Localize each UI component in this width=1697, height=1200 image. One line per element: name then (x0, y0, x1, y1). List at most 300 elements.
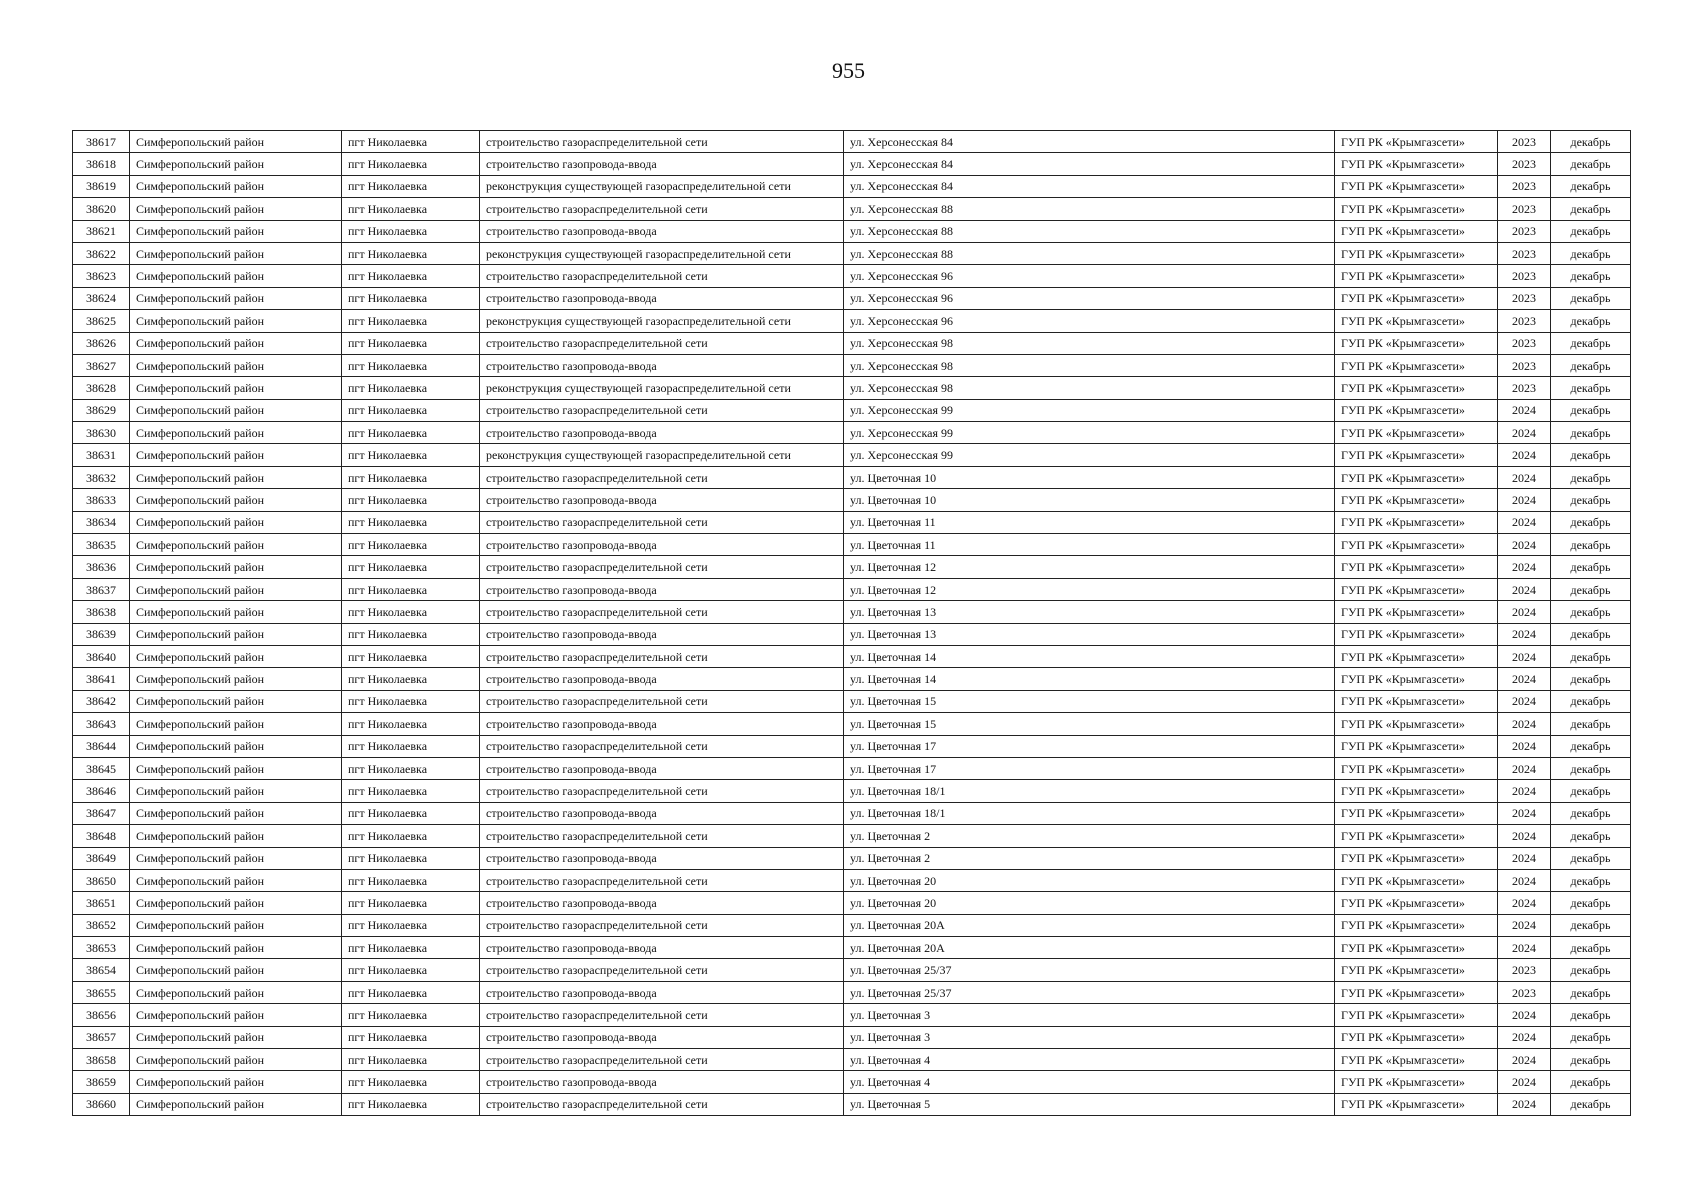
row-number-cell: 38658 (73, 1049, 130, 1071)
month-cell: декабрь (1551, 668, 1631, 690)
year-cell: 2023 (1498, 377, 1551, 399)
year-cell: 2023 (1498, 242, 1551, 264)
table-row (73, 847, 1631, 869)
contractor-cell: ГУП РК «Крымгазсети» (1335, 757, 1498, 779)
work-type-cell: строительство газораспределительной сети (480, 131, 844, 153)
year-cell: 2024 (1498, 668, 1551, 690)
month-cell: декабрь (1551, 265, 1631, 287)
address-cell: ул. Херсонесская 84 (844, 131, 1335, 153)
year-cell: 2024 (1498, 489, 1551, 511)
contractor-cell: ГУП РК «Крымгазсети» (1335, 310, 1498, 332)
contractor-cell: ГУП РК «Крымгазсети» (1335, 1071, 1498, 1093)
row-number-cell: 38643 (73, 713, 130, 735)
table-row (73, 981, 1631, 1003)
work-type-cell: строительство газораспределительной сети (480, 780, 844, 802)
district-cell: Симферопольский район (130, 310, 342, 332)
year-cell: 2024 (1498, 534, 1551, 556)
contractor-cell: ГУП РК «Крымгазсети» (1335, 332, 1498, 354)
table-row (73, 332, 1631, 354)
month-cell: декабрь (1551, 175, 1631, 197)
table-row (73, 802, 1631, 824)
table-row (73, 735, 1631, 757)
row-number-cell: 38641 (73, 668, 130, 690)
row-number-cell: 38646 (73, 780, 130, 802)
settlement-cell: пгт Николаевка (342, 556, 480, 578)
settlement-cell: пгт Николаевка (342, 645, 480, 667)
month-cell: декабрь (1551, 937, 1631, 959)
year-cell: 2023 (1498, 287, 1551, 309)
table-row (73, 713, 1631, 735)
district-cell: Симферопольский район (130, 220, 342, 242)
work-type-cell: строительство газораспределительной сети (480, 601, 844, 623)
contractor-cell: ГУП РК «Крымгазсети» (1335, 1049, 1498, 1071)
row-number-cell: 38636 (73, 556, 130, 578)
year-cell: 2024 (1498, 802, 1551, 824)
work-type-cell: строительство газопровода-ввода (480, 892, 844, 914)
table-row (73, 242, 1631, 264)
year-cell: 2023 (1498, 153, 1551, 175)
settlement-cell: пгт Николаевка (342, 511, 480, 533)
contractor-cell: ГУП РК «Крымгазсети» (1335, 690, 1498, 712)
table-row (73, 1093, 1631, 1115)
settlement-cell: пгт Николаевка (342, 623, 480, 645)
month-cell: декабрь (1551, 444, 1631, 466)
work-type-cell: строительство газораспределительной сети (480, 399, 844, 421)
work-type-cell: реконструкция существующей газораспределительной сети (480, 377, 844, 399)
year-cell: 2023 (1498, 220, 1551, 242)
year-cell: 2024 (1498, 623, 1551, 645)
row-number-cell: 38626 (73, 332, 130, 354)
work-type-cell: строительство газопровода-ввода (480, 422, 844, 444)
contractor-cell: ГУП РК «Крымгазсети» (1335, 937, 1498, 959)
year-cell: 2024 (1498, 1093, 1551, 1115)
month-cell: декабрь (1551, 511, 1631, 533)
year-cell: 2024 (1498, 937, 1551, 959)
address-cell: ул. Цветочная 5 (844, 1093, 1335, 1115)
address-cell: ул. Херсонесская 98 (844, 354, 1335, 376)
contractor-cell: ГУП РК «Крымгазсети» (1335, 668, 1498, 690)
month-cell: декабрь (1551, 1093, 1631, 1115)
month-cell: декабрь (1551, 914, 1631, 936)
month-cell: декабрь (1551, 1004, 1631, 1026)
row-number-cell: 38618 (73, 153, 130, 175)
settlement-cell: пгт Николаевка (342, 1004, 480, 1026)
contractor-cell: ГУП РК «Крымгазсети» (1335, 354, 1498, 376)
contractor-cell: ГУП РК «Крымгазсети» (1335, 981, 1498, 1003)
work-type-cell: строительство газопровода-ввода (480, 668, 844, 690)
settlement-cell: пгт Николаевка (342, 959, 480, 981)
work-type-cell: строительство газораспределительной сети (480, 332, 844, 354)
year-cell: 2024 (1498, 713, 1551, 735)
month-cell: декабрь (1551, 959, 1631, 981)
year-cell: 2024 (1498, 847, 1551, 869)
row-number-cell: 38628 (73, 377, 130, 399)
work-type-cell: строительство газопровода-ввода (480, 1071, 844, 1093)
table-row (73, 220, 1631, 242)
work-type-cell: строительство газопровода-ввода (480, 220, 844, 242)
table-row (73, 1049, 1631, 1071)
contractor-cell: ГУП РК «Крымгазсети» (1335, 713, 1498, 735)
contractor-cell: ГУП РК «Крымгазсети» (1335, 601, 1498, 623)
district-cell: Симферопольский район (130, 265, 342, 287)
month-cell: декабрь (1551, 1026, 1631, 1048)
address-cell: ул. Херсонесская 98 (844, 377, 1335, 399)
year-cell: 2023 (1498, 175, 1551, 197)
month-cell: декабрь (1551, 780, 1631, 802)
row-number-cell: 38657 (73, 1026, 130, 1048)
month-cell: декабрь (1551, 332, 1631, 354)
district-cell: Симферопольский район (130, 645, 342, 667)
settlement-cell: пгт Николаевка (342, 1093, 480, 1115)
settlement-cell: пгт Николаевка (342, 757, 480, 779)
contractor-cell: ГУП РК «Крымгазсети» (1335, 735, 1498, 757)
year-cell: 2024 (1498, 578, 1551, 600)
address-cell: ул. Херсонесская 99 (844, 399, 1335, 421)
table-row (73, 556, 1631, 578)
row-number-cell: 38649 (73, 847, 130, 869)
work-type-cell: строительство газопровода-ввода (480, 713, 844, 735)
table-row (73, 265, 1631, 287)
month-cell: декабрь (1551, 287, 1631, 309)
month-cell: декабрь (1551, 422, 1631, 444)
table-row (73, 578, 1631, 600)
address-cell: ул. Цветочная 15 (844, 690, 1335, 712)
settlement-cell: пгт Николаевка (342, 847, 480, 869)
contractor-cell: ГУП РК «Крымгазсети» (1335, 511, 1498, 533)
district-cell: Симферопольский район (130, 668, 342, 690)
table-row (73, 422, 1631, 444)
contractor-cell: ГУП РК «Крымгазсети» (1335, 892, 1498, 914)
district-cell: Симферопольский район (130, 287, 342, 309)
table-row (73, 892, 1631, 914)
row-number-cell: 38645 (73, 757, 130, 779)
district-cell: Симферопольский район (130, 623, 342, 645)
row-number-cell: 38624 (73, 287, 130, 309)
work-type-cell: реконструкция существующей газораспределительной сети (480, 444, 844, 466)
contractor-cell: ГУП РК «Крымгазсети» (1335, 466, 1498, 488)
address-cell: ул. Херсонесская 84 (844, 153, 1335, 175)
address-cell: ул. Цветочная 2 (844, 825, 1335, 847)
district-cell: Симферопольский район (130, 601, 342, 623)
row-number-cell: 38634 (73, 511, 130, 533)
settlement-cell: пгт Николаевка (342, 422, 480, 444)
table-row (73, 175, 1631, 197)
contractor-cell: ГУП РК «Крымгазсети» (1335, 131, 1498, 153)
district-cell: Симферопольский район (130, 242, 342, 264)
address-cell: ул. Цветочная 25/37 (844, 981, 1335, 1003)
district-cell: Симферопольский район (130, 489, 342, 511)
settlement-cell: пгт Николаевка (342, 534, 480, 556)
year-cell: 2024 (1498, 735, 1551, 757)
work-type-cell: строительство газораспределительной сети (480, 645, 844, 667)
contractor-cell: ГУП РК «Крымгазсети» (1335, 959, 1498, 981)
address-cell: ул. Цветочная 20 (844, 892, 1335, 914)
year-cell: 2023 (1498, 959, 1551, 981)
district-cell: Симферопольский район (130, 511, 342, 533)
address-cell: ул. Херсонесская 99 (844, 422, 1335, 444)
row-number-cell: 38654 (73, 959, 130, 981)
address-cell: ул. Цветочная 14 (844, 645, 1335, 667)
year-cell: 2024 (1498, 466, 1551, 488)
district-cell: Симферопольский район (130, 981, 342, 1003)
table-row (73, 534, 1631, 556)
row-number-cell: 38648 (73, 825, 130, 847)
settlement-cell: пгт Николаевка (342, 354, 480, 376)
year-cell: 2024 (1498, 1026, 1551, 1048)
year-cell: 2023 (1498, 198, 1551, 220)
year-cell: 2023 (1498, 354, 1551, 376)
district-cell: Симферопольский район (130, 735, 342, 757)
settlement-cell: пгт Николаевка (342, 332, 480, 354)
address-cell: ул. Херсонесская 84 (844, 175, 1335, 197)
contractor-cell: ГУП РК «Крымгазсети» (1335, 802, 1498, 824)
month-cell: декабрь (1551, 825, 1631, 847)
row-number-cell: 38617 (73, 131, 130, 153)
address-cell: ул. Цветочная 20А (844, 937, 1335, 959)
work-type-cell: строительство газораспределительной сети (480, 959, 844, 981)
work-type-cell: строительство газораспределительной сети (480, 556, 844, 578)
table-row (73, 489, 1631, 511)
table-row (73, 377, 1631, 399)
table-row (73, 466, 1631, 488)
table-row (73, 780, 1631, 802)
address-cell: ул. Цветочная 12 (844, 578, 1335, 600)
settlement-cell: пгт Николаевка (342, 892, 480, 914)
contractor-cell: ГУП РК «Крымгазсети» (1335, 534, 1498, 556)
settlement-cell: пгт Николаевка (342, 131, 480, 153)
month-cell: декабрь (1551, 757, 1631, 779)
year-cell: 2024 (1498, 601, 1551, 623)
settlement-cell: пгт Николаевка (342, 578, 480, 600)
row-number-cell: 38652 (73, 914, 130, 936)
district-cell: Симферопольский район (130, 534, 342, 556)
row-number-cell: 38655 (73, 981, 130, 1003)
settlement-cell: пгт Николаевка (342, 287, 480, 309)
year-cell: 2024 (1498, 511, 1551, 533)
work-type-cell: строительство газопровода-ввода (480, 354, 844, 376)
table-row (73, 645, 1631, 667)
year-cell: 2024 (1498, 645, 1551, 667)
table-row (73, 825, 1631, 847)
month-cell: декабрь (1551, 354, 1631, 376)
work-type-cell: строительство газопровода-ввода (480, 981, 844, 1003)
work-type-cell: реконструкция существующей газораспределительной сети (480, 242, 844, 264)
work-type-cell: строительство газораспределительной сети (480, 690, 844, 712)
district-cell: Симферопольский район (130, 377, 342, 399)
year-cell: 2024 (1498, 444, 1551, 466)
work-type-cell: строительство газораспределительной сети (480, 1004, 844, 1026)
year-cell: 2023 (1498, 131, 1551, 153)
year-cell: 2024 (1498, 690, 1551, 712)
contractor-cell: ГУП РК «Крымгазсети» (1335, 645, 1498, 667)
settlement-cell: пгт Николаевка (342, 377, 480, 399)
table-row (73, 937, 1631, 959)
year-cell: 2024 (1498, 780, 1551, 802)
work-type-cell: строительство газораспределительной сети (480, 914, 844, 936)
address-cell: ул. Цветочная 11 (844, 511, 1335, 533)
year-cell: 2024 (1498, 1049, 1551, 1071)
settlement-cell: пгт Николаевка (342, 601, 480, 623)
address-cell: ул. Цветочная 13 (844, 601, 1335, 623)
settlement-cell: пгт Николаевка (342, 1049, 480, 1071)
work-type-cell: строительство газораспределительной сети (480, 511, 844, 533)
address-cell: ул. Херсонесская 96 (844, 265, 1335, 287)
settlement-cell: пгт Николаевка (342, 1026, 480, 1048)
district-cell: Симферопольский район (130, 780, 342, 802)
month-cell: декабрь (1551, 399, 1631, 421)
district-cell: Симферопольский район (130, 1093, 342, 1115)
work-type-cell: строительство газораспределительной сети (480, 265, 844, 287)
district-cell: Симферопольский район (130, 131, 342, 153)
settlement-cell: пгт Николаевка (342, 444, 480, 466)
row-number-cell: 38632 (73, 466, 130, 488)
work-type-cell: строительство газопровода-ввода (480, 1026, 844, 1048)
district-cell: Симферопольский район (130, 175, 342, 197)
row-number-cell: 38642 (73, 690, 130, 712)
month-cell: декабрь (1551, 601, 1631, 623)
month-cell: декабрь (1551, 377, 1631, 399)
month-cell: декабрь (1551, 556, 1631, 578)
table-row (73, 601, 1631, 623)
contractor-cell: ГУП РК «Крымгазсети» (1335, 265, 1498, 287)
address-cell: ул. Цветочная 10 (844, 489, 1335, 511)
district-cell: Симферопольский район (130, 332, 342, 354)
settlement-cell: пгт Николаевка (342, 153, 480, 175)
work-type-cell: строительство газопровода-ввода (480, 489, 844, 511)
work-type-cell: строительство газопровода-ввода (480, 757, 844, 779)
work-type-cell: строительство газопровода-ввода (480, 623, 844, 645)
district-cell: Симферопольский район (130, 198, 342, 220)
district-cell: Симферопольский район (130, 1026, 342, 1048)
month-cell: декабрь (1551, 242, 1631, 264)
table-row (73, 757, 1631, 779)
table-row (73, 310, 1631, 332)
month-cell: декабрь (1551, 892, 1631, 914)
district-cell: Симферопольский район (130, 466, 342, 488)
district-cell: Симферопольский район (130, 444, 342, 466)
work-type-cell: реконструкция существующей газораспределительной сети (480, 175, 844, 197)
table-row (73, 153, 1631, 175)
district-cell: Симферопольский район (130, 825, 342, 847)
settlement-cell: пгт Николаевка (342, 265, 480, 287)
contractor-cell: ГУП РК «Крымгазсети» (1335, 399, 1498, 421)
row-number-cell: 38647 (73, 802, 130, 824)
month-cell: декабрь (1551, 802, 1631, 824)
page-number: 955 (832, 58, 865, 83)
contractor-cell: ГУП РК «Крымгазсети» (1335, 914, 1498, 936)
contractor-cell: ГУП РК «Крымгазсети» (1335, 623, 1498, 645)
table-row (73, 287, 1631, 309)
address-cell: ул. Цветочная 13 (844, 623, 1335, 645)
address-cell: ул. Цветочная 10 (844, 466, 1335, 488)
work-type-cell: строительство газопровода-ввода (480, 578, 844, 600)
registry-table (72, 130, 1631, 1116)
row-number-cell: 38620 (73, 198, 130, 220)
table-row (73, 399, 1631, 421)
contractor-cell: ГУП РК «Крымгазсети» (1335, 1026, 1498, 1048)
registry-body (73, 131, 1631, 1116)
contractor-cell: ГУП РК «Крымгазсети» (1335, 220, 1498, 242)
month-cell: декабрь (1551, 713, 1631, 735)
row-number-cell: 38639 (73, 623, 130, 645)
address-cell: ул. Херсонесская 98 (844, 332, 1335, 354)
address-cell: ул. Цветочная 3 (844, 1026, 1335, 1048)
settlement-cell: пгт Николаевка (342, 399, 480, 421)
address-cell: ул. Херсонесская 88 (844, 242, 1335, 264)
year-cell: 2024 (1498, 757, 1551, 779)
settlement-cell: пгт Николаевка (342, 825, 480, 847)
district-cell: Симферопольский район (130, 1049, 342, 1071)
settlement-cell: пгт Николаевка (342, 735, 480, 757)
district-cell: Симферопольский район (130, 1071, 342, 1093)
address-cell: ул. Цветочная 20 (844, 869, 1335, 891)
year-cell: 2024 (1498, 399, 1551, 421)
settlement-cell: пгт Николаевка (342, 937, 480, 959)
row-number-cell: 38650 (73, 869, 130, 891)
district-cell: Симферопольский район (130, 757, 342, 779)
month-cell: декабрь (1551, 198, 1631, 220)
table-row (73, 444, 1631, 466)
row-number-cell: 38644 (73, 735, 130, 757)
address-cell: ул. Херсонесская 99 (844, 444, 1335, 466)
month-cell: декабрь (1551, 153, 1631, 175)
year-cell: 2023 (1498, 981, 1551, 1003)
row-number-cell: 38659 (73, 1071, 130, 1093)
row-number-cell: 38622 (73, 242, 130, 264)
row-number-cell: 38660 (73, 1093, 130, 1115)
work-type-cell: строительство газопровода-ввода (480, 287, 844, 309)
contractor-cell: ГУП РК «Крымгазсети» (1335, 444, 1498, 466)
contractor-cell: ГУП РК «Крымгазсети» (1335, 869, 1498, 891)
year-cell: 2024 (1498, 422, 1551, 444)
district-cell: Симферопольский район (130, 690, 342, 712)
settlement-cell: пгт Николаевка (342, 713, 480, 735)
year-cell: 2024 (1498, 869, 1551, 891)
work-type-cell: строительство газораспределительной сети (480, 198, 844, 220)
settlement-cell: пгт Николаевка (342, 310, 480, 332)
month-cell: декабрь (1551, 1049, 1631, 1071)
row-number-cell: 38623 (73, 265, 130, 287)
row-number-cell: 38625 (73, 310, 130, 332)
month-cell: декабрь (1551, 623, 1631, 645)
address-cell: ул. Цветочная 11 (844, 534, 1335, 556)
table-row (73, 623, 1631, 645)
settlement-cell: пгт Николаевка (342, 1071, 480, 1093)
table-row (73, 1026, 1631, 1048)
month-cell: декабрь (1551, 869, 1631, 891)
contractor-cell: ГУП РК «Крымгазсети» (1335, 780, 1498, 802)
table-row (73, 869, 1631, 891)
address-cell: ул. Цветочная 12 (844, 556, 1335, 578)
settlement-cell: пгт Николаевка (342, 220, 480, 242)
year-cell: 2023 (1498, 265, 1551, 287)
district-cell: Симферопольский район (130, 399, 342, 421)
settlement-cell: пгт Николаевка (342, 780, 480, 802)
row-number-cell: 38629 (73, 399, 130, 421)
table-row (73, 914, 1631, 936)
row-number-cell: 38635 (73, 534, 130, 556)
address-cell: ул. Цветочная 25/37 (844, 959, 1335, 981)
table-row (73, 511, 1631, 533)
work-type-cell: строительство газопровода-ввода (480, 937, 844, 959)
district-cell: Симферопольский район (130, 869, 342, 891)
month-cell: декабрь (1551, 578, 1631, 600)
table-row (73, 131, 1631, 153)
row-number-cell: 38619 (73, 175, 130, 197)
row-number-cell: 38627 (73, 354, 130, 376)
settlement-cell: пгт Николаевка (342, 981, 480, 1003)
month-cell: декабрь (1551, 534, 1631, 556)
